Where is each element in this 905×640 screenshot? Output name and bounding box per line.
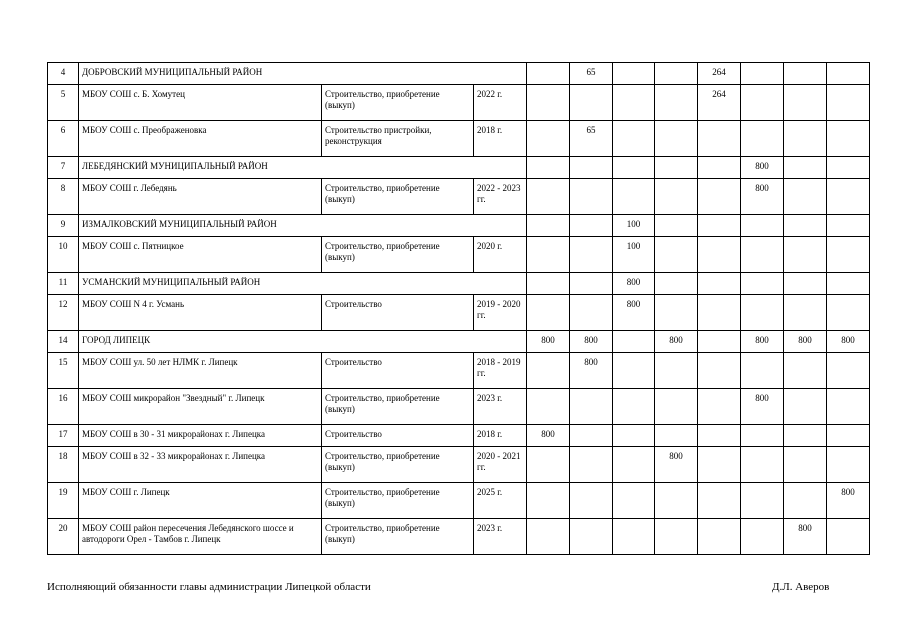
value-cell [527, 237, 570, 273]
value-cell: 800 [570, 353, 613, 389]
value-cell: 264 [698, 63, 741, 85]
value-cell: 100 [613, 215, 655, 237]
value-cell [613, 519, 655, 555]
year-cell: 2019 - 2020 гг. [474, 295, 527, 331]
value-cell [827, 353, 870, 389]
value-cell [613, 331, 655, 353]
value-cell [613, 157, 655, 179]
school-row [48, 519, 870, 555]
school-row [48, 425, 870, 447]
value-cell: 800 [613, 295, 655, 331]
work-type: Строительство, приобретение (выкуп) [322, 237, 474, 273]
school-name: МБОУ СОШ г. Лебедянь [79, 179, 322, 215]
value-cell [655, 237, 698, 273]
value-cell [570, 295, 613, 331]
value-cell [784, 389, 827, 425]
school-name: МБОУ СОШ в 32 - 33 микрорайонах г. Липецка [79, 447, 322, 483]
value-cell [784, 215, 827, 237]
value-cell [827, 425, 870, 447]
row-number: 20 [48, 519, 79, 555]
value-cell [784, 273, 827, 295]
school-name: МБОУ СОШ в 30 - 31 микрорайонах г. Липецка [79, 425, 322, 447]
value-cell [698, 273, 741, 295]
year-cell: 2020 г. [474, 237, 527, 273]
work-type: Строительство, приобретение (выкуп) [322, 85, 474, 121]
district-row [48, 157, 870, 179]
school-row [48, 389, 870, 425]
value-cell [527, 483, 570, 519]
value-cell: 800 [655, 331, 698, 353]
value-cell [655, 353, 698, 389]
district-name: УСМАНСКИЙ МУНИЦИПАЛЬНЫЙ РАЙОН [79, 273, 527, 295]
row-number: 14 [48, 331, 79, 353]
value-cell [570, 179, 613, 215]
value-cell [655, 389, 698, 425]
value-cell [827, 215, 870, 237]
value-cell [527, 389, 570, 425]
value-cell: 800 [741, 179, 784, 215]
value-cell [784, 63, 827, 85]
value-cell [827, 157, 870, 179]
value-cell [827, 273, 870, 295]
value-cell [827, 179, 870, 215]
value-cell [655, 63, 698, 85]
value-cell [698, 425, 741, 447]
value-cell [613, 353, 655, 389]
school-row [48, 237, 870, 273]
value-cell [613, 63, 655, 85]
row-number: 8 [48, 179, 79, 215]
value-cell [527, 121, 570, 157]
district-name: ИЗМАЛКОВСКИЙ МУНИЦИПАЛЬНЫЙ РАЙОН [79, 215, 527, 237]
value-cell [784, 237, 827, 273]
row-number: 9 [48, 215, 79, 237]
district-name: ЛЕБЕДЯНСКИЙ МУНИЦИПАЛЬНЫЙ РАЙОН [79, 157, 527, 179]
row-number: 15 [48, 353, 79, 389]
district-row [48, 273, 870, 295]
value-cell [784, 179, 827, 215]
value-cell [655, 215, 698, 237]
value-cell [698, 519, 741, 555]
year-cell: 2022 г. [474, 85, 527, 121]
value-cell: 800 [527, 425, 570, 447]
district-row [48, 331, 870, 353]
value-cell [784, 295, 827, 331]
work-type: Строительство [322, 425, 474, 447]
value-cell [741, 519, 784, 555]
row-number: 17 [48, 425, 79, 447]
value-cell: 800 [741, 157, 784, 179]
value-cell [784, 447, 827, 483]
value-cell: 800 [827, 331, 870, 353]
value-cell [741, 483, 784, 519]
work-type: Строительство, приобретение (выкуп) [322, 389, 474, 425]
district-name: ГОРОД ЛИПЕЦК [79, 331, 527, 353]
value-cell [527, 63, 570, 85]
value-cell [655, 85, 698, 121]
value-cell: 800 [613, 273, 655, 295]
value-cell [827, 237, 870, 273]
value-cell [570, 85, 613, 121]
value-cell [570, 215, 613, 237]
value-cell [741, 273, 784, 295]
value-cell [698, 237, 741, 273]
value-cell [527, 519, 570, 555]
value-cell [741, 295, 784, 331]
value-cell [613, 425, 655, 447]
value-cell [827, 447, 870, 483]
value-cell [741, 237, 784, 273]
value-cell [570, 483, 613, 519]
value-cell [613, 447, 655, 483]
row-number: 6 [48, 121, 79, 157]
value-cell [827, 85, 870, 121]
district-name: ДОБРОВСКИЙ МУНИЦИПАЛЬНЫЙ РАЙОН [79, 63, 527, 85]
value-cell [613, 389, 655, 425]
value-cell [741, 353, 784, 389]
value-cell [527, 447, 570, 483]
value-cell [698, 353, 741, 389]
value-cell [698, 121, 741, 157]
value-cell [784, 121, 827, 157]
value-cell [527, 215, 570, 237]
value-cell: 100 [613, 237, 655, 273]
value-cell [698, 295, 741, 331]
school-row [48, 85, 870, 121]
value-cell [570, 237, 613, 273]
value-cell [570, 273, 613, 295]
row-number: 4 [48, 63, 79, 85]
value-cell [527, 353, 570, 389]
value-cell [827, 63, 870, 85]
signatory-name: Д.Л. Аверов [772, 581, 830, 593]
value-cell [570, 519, 613, 555]
value-cell [698, 389, 741, 425]
district-row [48, 215, 870, 237]
year-cell: 2023 г. [474, 519, 527, 555]
value-cell [698, 179, 741, 215]
value-cell [741, 63, 784, 85]
school-name: МБОУ СОШ ул. 50 лет НЛМК г. Липецк [79, 353, 322, 389]
value-cell [784, 483, 827, 519]
row-number: 12 [48, 295, 79, 331]
value-cell [827, 389, 870, 425]
value-cell [741, 121, 784, 157]
value-cell [527, 179, 570, 215]
value-cell: 65 [570, 63, 613, 85]
school-row [48, 121, 870, 157]
value-cell: 800 [527, 331, 570, 353]
work-type: Строительство, приобретение (выкуп) [322, 483, 474, 519]
value-cell [655, 483, 698, 519]
value-cell [570, 425, 613, 447]
work-type: Строительство, приобретение (выкуп) [322, 179, 474, 215]
value-cell [698, 483, 741, 519]
year-cell: 2018 г. [474, 425, 527, 447]
year-cell: 2023 г. [474, 389, 527, 425]
data-table [47, 62, 870, 555]
value-cell [784, 425, 827, 447]
value-cell: 800 [741, 331, 784, 353]
row-number: 19 [48, 483, 79, 519]
value-cell [655, 295, 698, 331]
value-cell [655, 121, 698, 157]
row-number: 16 [48, 389, 79, 425]
value-cell: 800 [655, 447, 698, 483]
value-cell [570, 389, 613, 425]
value-cell [570, 157, 613, 179]
school-row [48, 483, 870, 519]
school-row [48, 447, 870, 483]
value-cell [527, 295, 570, 331]
value-cell [527, 273, 570, 295]
work-type: Строительство, приобретение (выкуп) [322, 519, 474, 555]
school-name: МБОУ СОШ микрорайон "Звездный" г. Липецк [79, 389, 322, 425]
value-cell: 800 [784, 519, 827, 555]
value-cell [698, 215, 741, 237]
row-number: 7 [48, 157, 79, 179]
school-name: МБОУ СОШ N 4 г. Усмань [79, 295, 322, 331]
value-cell [784, 353, 827, 389]
row-number: 10 [48, 237, 79, 273]
year-cell: 2018 - 2019 гг. [474, 353, 527, 389]
work-type: Строительство [322, 353, 474, 389]
school-name: МБОУ СОШ г. Липецк [79, 483, 322, 519]
value-cell: 800 [570, 331, 613, 353]
value-cell [741, 85, 784, 121]
value-cell [784, 157, 827, 179]
value-cell [655, 273, 698, 295]
year-cell: 2018 г. [474, 121, 527, 157]
row-number: 5 [48, 85, 79, 121]
value-cell [698, 331, 741, 353]
school-name: МБОУ СОШ с. Пятницкое [79, 237, 322, 273]
value-cell [613, 121, 655, 157]
value-cell: 800 [741, 389, 784, 425]
year-cell: 2025 г. [474, 483, 527, 519]
school-name: МБОУ СОШ с. Б. Хомутец [79, 85, 322, 121]
value-cell [655, 519, 698, 555]
value-cell [613, 179, 655, 215]
value-cell [570, 447, 613, 483]
school-name: МБОУ СОШ с. Преображеновка [79, 121, 322, 157]
school-row [48, 179, 870, 215]
value-cell [827, 121, 870, 157]
row-number: 11 [48, 273, 79, 295]
year-cell: 2020 - 2021 гг. [474, 447, 527, 483]
value-cell [655, 179, 698, 215]
value-cell: 800 [827, 483, 870, 519]
school-row [48, 295, 870, 331]
signature-position: Исполняющий обязанности главы администрации Липецкой области [47, 581, 371, 593]
value-cell: 800 [784, 331, 827, 353]
school-row [48, 353, 870, 389]
value-cell [655, 157, 698, 179]
value-cell [527, 85, 570, 121]
value-cell [827, 519, 870, 555]
school-name: МБОУ СОШ район пересечения Лебедянского шоссе и автодороги Орел - Тамбов г. Липецк [79, 519, 322, 555]
year-cell: 2022 - 2023 гг. [474, 179, 527, 215]
work-type: Строительство, приобретение (выкуп) [322, 447, 474, 483]
value-cell: 264 [698, 85, 741, 121]
table-body [48, 63, 870, 555]
work-type: Строительство пристройки, реконструкция [322, 121, 474, 157]
district-row [48, 63, 870, 85]
row-number: 18 [48, 447, 79, 483]
value-cell [741, 215, 784, 237]
value-cell [698, 447, 741, 483]
value-cell [784, 85, 827, 121]
value-cell [827, 295, 870, 331]
value-cell [613, 85, 655, 121]
value-cell [741, 425, 784, 447]
work-type: Строительство [322, 295, 474, 331]
value-cell [527, 157, 570, 179]
value-cell [613, 483, 655, 519]
value-cell [741, 447, 784, 483]
value-cell: 65 [570, 121, 613, 157]
value-cell [655, 425, 698, 447]
value-cell [698, 157, 741, 179]
